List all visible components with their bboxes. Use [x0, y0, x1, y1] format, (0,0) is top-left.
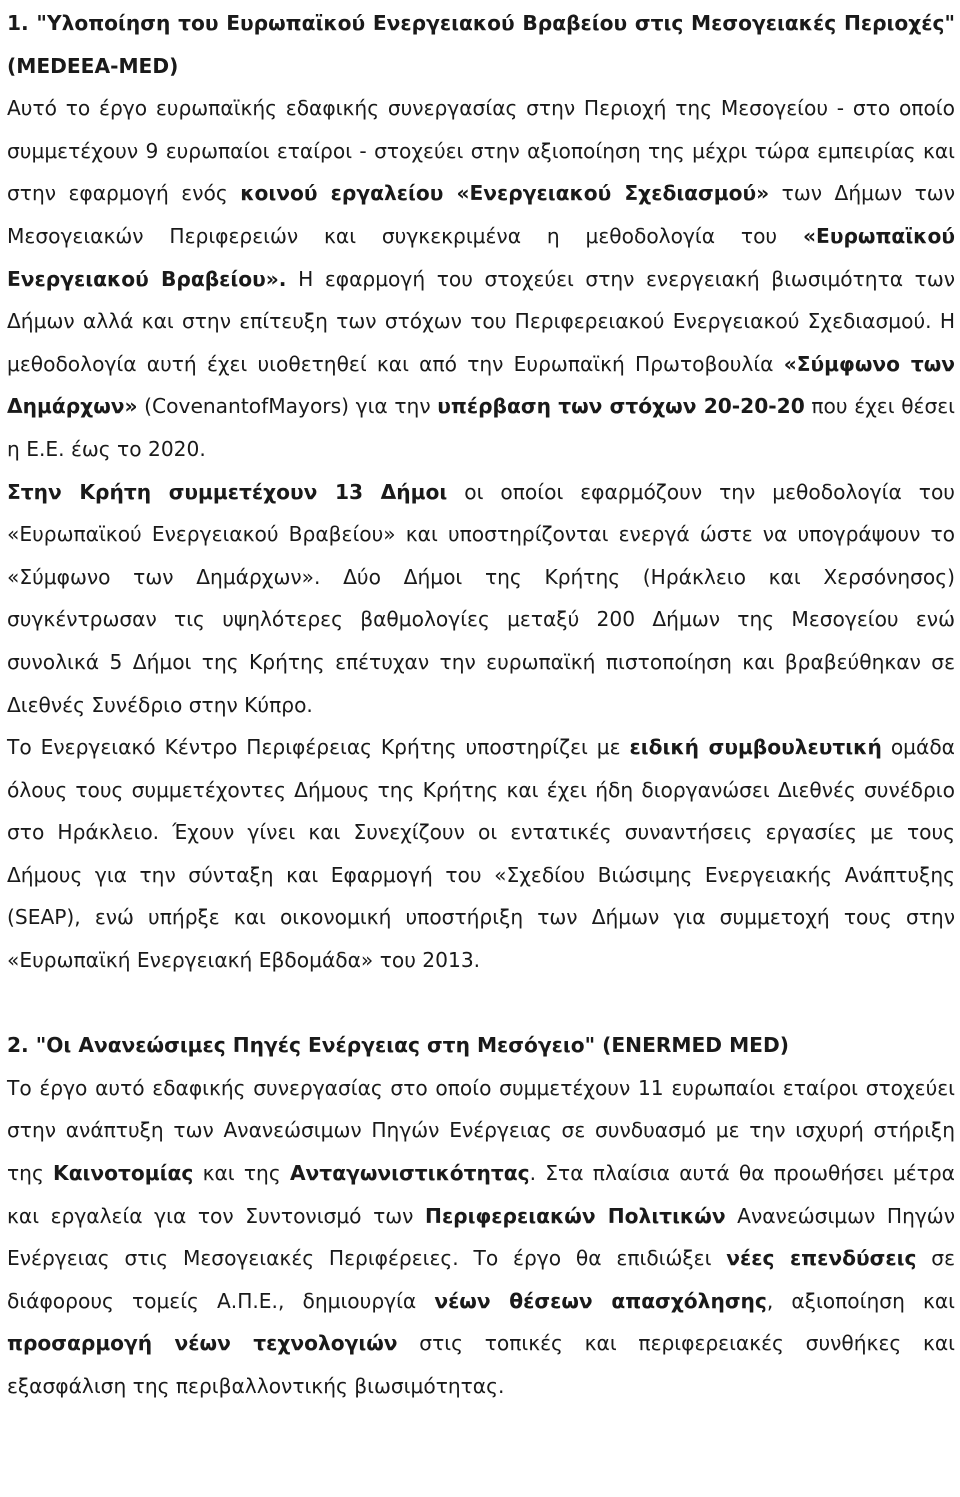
bold-text: κοινού εργαλείου «Ενεργειακού Σχεδιασμού» [240, 181, 770, 206]
text-run: Το Ενεργειακό Κέντρο Περιφέρειας Κρήτης υποστηρίζει με [7, 735, 630, 760]
text-run: ομάδα όλους τους συμμετέχοντες Δήμους της Κρήτης και έχει ήδη διοργανώσει Διεθνές συνέδριο στο Ηράκλειο. Έχουν γίνει και Συνεχίζουν οι εντατικές συναντήσεις εργασίες με τους Δήμους για την σύνταξη και Εφαρμογή του «Σχεδίου Βιώσιμης Ενεργειακής Ανάπτυξης (SEAP), ενώ υπήρξε και οικονομική υποστήριξη των Δήμων για συμμετοχή τους στην «Ευρωπαϊκή Ενεργειακή Εβδομάδα» του 2013. [7, 735, 955, 973]
paragraph [7, 87, 955, 470]
bold-text: «Ευρωπαϊκού Ενεργειακού Βραβείου». [7, 223, 955, 291]
bold-text: Καινοτομίας [53, 1161, 194, 1186]
bold-text: Ανταγωνιστικότητας [289, 1161, 530, 1186]
text-run: οι οποίοι εφαρμόζουν την μεθοδολογία του «Ευρωπαϊκού Ενεργειακού Βραβείου» και υποστηρίζονται ενεργά ώστε να υπογράψουν το «Σύμφωνο των Δημάρχων». Δύο Δήμοι της Κρήτης (Ηράκλειο και Χερσόνησος) συγκέντρωσαν τις υψηλότερες βαθμολογίες μεταξύ 200 Δήμων της Μεσογείου ενώ συνολικά 5 Δήμοι της Κρήτης επέτυχαν την ευρωπαϊκή πιστοποίηση και βραβεύθηκαν σε Διεθνές Συνέδριο στην Κύπρο. [7, 479, 955, 717]
paragraph [7, 726, 955, 982]
bold-text: νέων θέσεων απασχόλησης [434, 1288, 767, 1313]
text-run: . Στα πλαίσια αυτά θα προωθήσει μέτρα και εργαλεία για τον Συντονισμό των [7, 1161, 955, 1228]
bold-text: νέες επενδύσεις [726, 1246, 917, 1271]
bold-text: προσαρμογή νέων τεχνολογιών [7, 1331, 398, 1356]
text-run: των Δήμων των Μεσογειακών Περιφερειών και συγκεκριμένα η μεθοδολογία του [7, 181, 955, 248]
section-heading: 1. "Υλοποίηση του Ευρωπαϊκού Ενεργειακού Βραβείου στις Μεσογειακές Περιοχές" (MEDEEA-MED) [7, 11, 955, 78]
section-enermed-med [7, 1024, 955, 1407]
bold-text: υπέρβαση των στόχων 20-20-20 [437, 394, 805, 419]
paragraph [7, 471, 955, 727]
text-run: σε διάφορους τομείς Α.Π.Ε., δημιουργία [7, 1246, 956, 1313]
section-medeea-med [7, 2, 955, 982]
text-run: , αξιοποίηση και [766, 1288, 955, 1313]
text-run: Αυτό το έργο ευρωπαϊκής εδαφικής συνεργασίας στην Περιοχή της Μεσογείου - στο οποίο συμμετέχουν 9 ευρωπαίοι εταίροι - στοχεύει στην αξιοποίηση της μέχρι τώρα εμπειρίας και στην εφαρμογή ενός [7, 96, 955, 206]
bold-text: «Σύμφωνο των Δημάρχων» [7, 351, 956, 419]
bold-text: Περιφερειακών Πολιτικών [425, 1203, 726, 1228]
document-page [7, 2, 955, 1408]
section-heading: 2. "Οι Ανανεώσιμες Πηγές Ενέργειας στη Μεσόγειο" (ENERMED MED) [7, 1033, 789, 1058]
bold-text: ειδική συμβουλευτική [629, 735, 882, 760]
text-run: Η εφαρμογή του στοχεύει στην ενεργειακή βιωσιμότητα των Δήμων αλλά και στην επίτευξη των στόχων του Περιφερειακού Ενεργειακού Σχεδιασμού. Η μεθοδολογία αυτή έχει υιοθετηθεί και από την Ευρωπαϊκή Πρωτοβουλία [7, 266, 955, 376]
paragraph [7, 1067, 955, 1408]
text-run: Ανανεώσιμων Πηγών Ενέργειας στις Μεσογειακές Περιφέρειες. Το έργο θα επιδιώξει [7, 1203, 955, 1271]
bold-text: Στην Κρήτη συμμετέχουν 13 Δήμοι [7, 479, 448, 504]
text-run: και της [193, 1161, 290, 1186]
text-run: (CovenantofMayors) για την [137, 394, 438, 419]
text-run: που έχει θέσει η Ε.Ε. έως το 2020. [7, 394, 956, 461]
text-run: Το έργο αυτό εδαφικής συνεργασίας στο οποίο συμμετέχουν 11 ευρωπαίοι εταίροι στοχεύει στην ανάπτυξη των Ανανεώσιμων Πηγών Ενέργειας σε συνδυασμό με την ισχυρή στήριξη της [7, 1075, 955, 1186]
text-run: στις τοπικές και περιφερειακές συνθήκες και εξασφάλιση της περιβαλλοντικής βιωσιμότητας. [7, 1331, 955, 1398]
section-spacer [7, 982, 955, 1025]
